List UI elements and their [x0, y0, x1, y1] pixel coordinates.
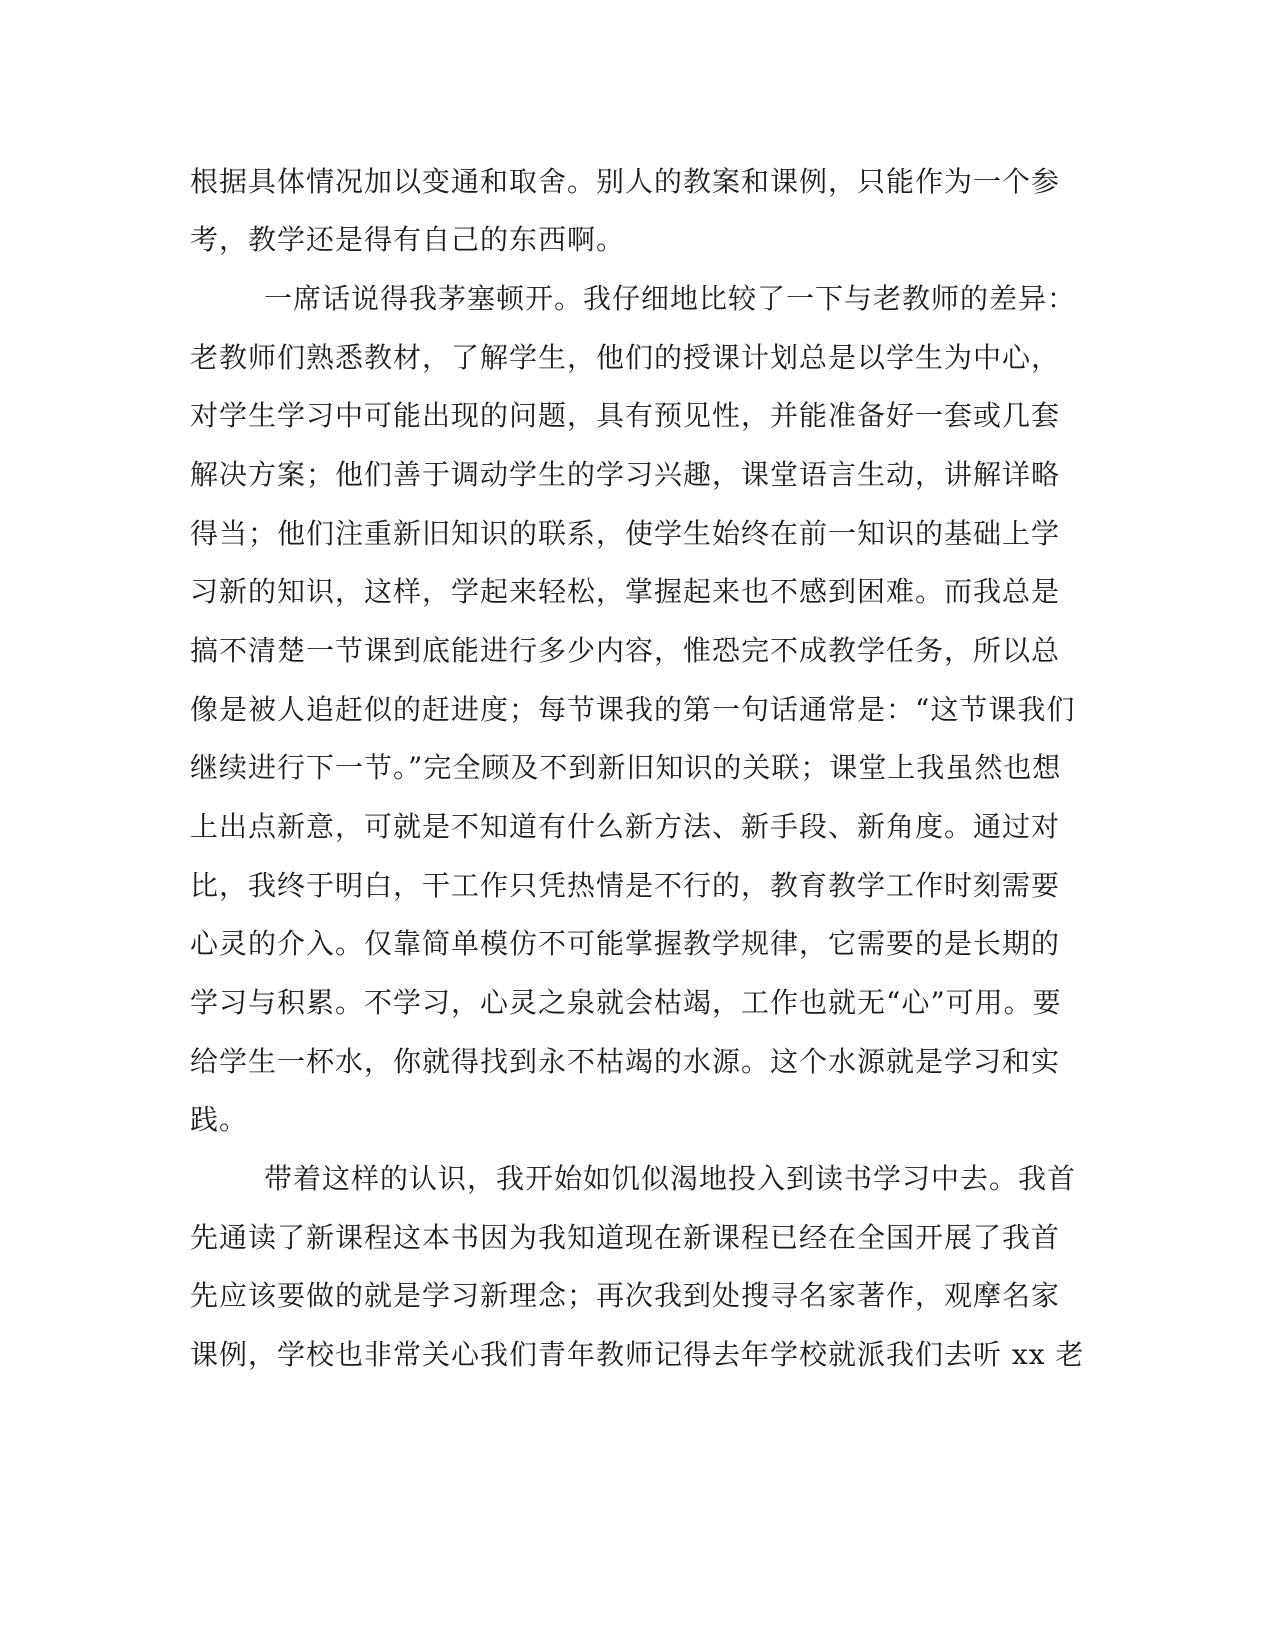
- text-line: 考，教学还是得有自己的东西啊。: [190, 223, 626, 256]
- text-line: 老教师们熟悉教材，了解学生，他们的授课计划总是以学生为中心，: [190, 341, 1061, 374]
- text-line: 心灵的介入。仅靠简单模仿不可能掌握教学规律，它需要的是长期的: [190, 927, 1061, 960]
- text-line: 给学生一杯水，你就得找到永不枯竭的水源。这个水源就是学习和实: [190, 1045, 1061, 1078]
- text-line: 践。: [190, 1103, 249, 1136]
- text-line: 得当；他们注重新旧知识的联系，使学生始终在前一知识的基础上学: [190, 517, 1061, 550]
- text-line: 课例，学校也非常关心我们青年教师记得去年学校就派我们去听 xx 老: [190, 1338, 1085, 1371]
- text-line: 比，我终于明白，干工作只凭热情是不行的，教育教学工作时刻需要: [190, 869, 1061, 902]
- text-line: 搞不清楚一节课到底能进行多少内容，惟恐完不成教学任务，所以总: [190, 634, 1061, 667]
- text-line: 对学生学习中可能出现的问题，具有预见性，并能准备好一套或几套: [190, 399, 1061, 432]
- paragraph-first-line: 带着这样的认识，我开始如饥似渴地投入到读书学习中去。我首: [264, 1162, 1077, 1195]
- text-line: 先通读了新课程这本书因为我知道现在新课程已经在全国开展了我首: [190, 1221, 1061, 1254]
- text-line: 根据具体情况加以变通和取舍。别人的教案和课例，只能作为一个参: [190, 165, 1061, 198]
- text-line: 学习与积累。不学习，心灵之泉就会枯竭，工作也就无“心”可用。要: [190, 986, 1062, 1019]
- text-line: 先应该要做的就是学习新理念；再次我到处搜寻名家著作，观摩名家: [190, 1279, 1061, 1312]
- text-line: 上出点新意，可就是不知道有什么新方法、新手段、新角度。通过对: [190, 810, 1061, 843]
- text-line: 解决方案；他们善于调动学生的学习兴趣，课堂语言生动，讲解详略: [190, 458, 1061, 491]
- paragraph-first-line: 一席话说得我茅塞顿开。我仔细地比较了一下与老教师的差异：: [264, 282, 1077, 315]
- text-line: 像是被人追赶似的赶进度；每节课我的第一句话通常是：“这节课我们: [190, 693, 1076, 726]
- text-line: 习新的知识，这样，学起来轻松，掌握起来也不感到困难。而我总是: [190, 575, 1061, 608]
- text-line: 继续进行下一节。”完全顾及不到新旧知识的关联；课堂上我虽然也想: [190, 751, 1062, 784]
